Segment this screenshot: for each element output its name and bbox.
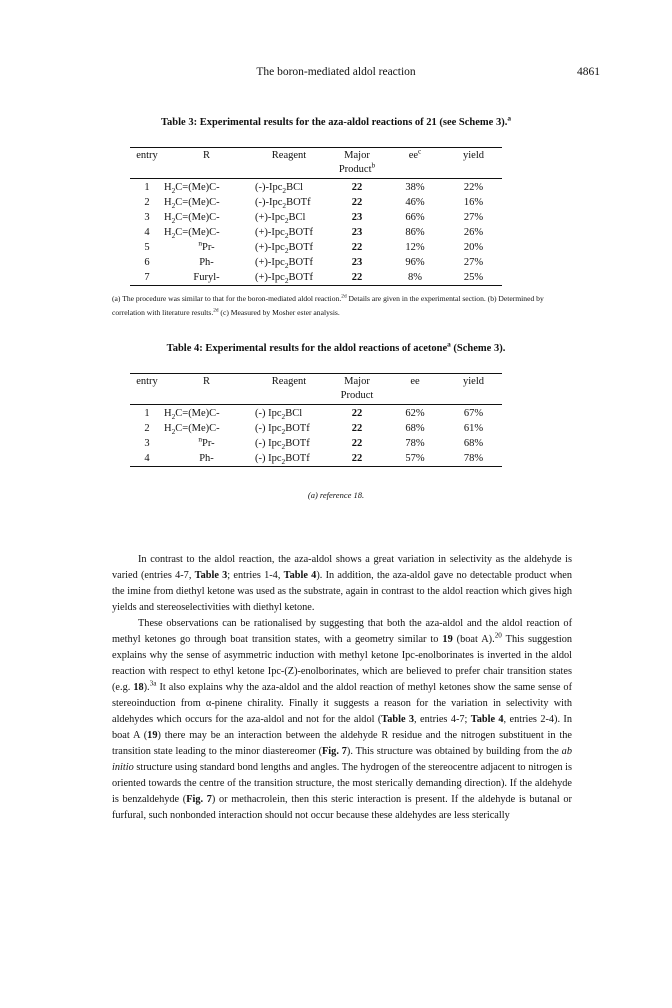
cell-reagent: (-) Ipc$_2$BOTf <box>249 451 329 467</box>
cell-r: $^n$Pr- <box>198 238 215 253</box>
col-yield: yield <box>445 148 502 164</box>
col-product: Product$^b$ <box>338 160 376 175</box>
cell-r: $H_2C=(Me)C-$ <box>164 197 220 211</box>
cell-ee: 66% <box>405 212 425 223</box>
running-title: The boron-mediated aldol reaction <box>256 66 416 78</box>
col-ee: $ee^c$ <box>385 148 445 164</box>
cell-major: 23 <box>351 212 363 223</box>
cell-entry: 4 <box>130 451 164 467</box>
cell-reagent: (-)-Ipc$_2$BOTf <box>255 197 311 211</box>
paragraph-2: These observations can be rationalised by suggesting that both the aza-aldol and the aldol reaction of methyl ketones go through boat transition states, with a geometry similar to 19 (boat A).$^{20}$ This suggestion explains why the sense of asymmetric induction with methyl ketone Ipc-enolborinates is inverted in the aldol reaction with respect to ethyl ketone Ipc-(Z)-enolborinates, which are believed to prefer chair transition states (e.g. 18).$^{3a}$ It also explains why the aza-aldol and the aldol reaction of methyl ketones show the same sense of stereoinduction from α-pinene chirality. Finally it suggests a reason for the variation in selectivity with aldehydes which occurs for the aza-aldol and not for the aldol (Table 3, entries 4-7; Table 4, entries 2-4). In boat A (19) there may be an interaction between the aldehyde R residue and the nitrogen substituent in the transition state leading to the minor diastereomer (Fig. 7). This structure was obtained by building from the ab initio structure using standard bond lengths and angles. The hydrogen of the stereocentre adjacent to nitrogen is oriented towards the centre of the transition structure, the most sterically demanding direction). If the aldehyde is benzaldehyde (Fig. 7) or methacrolein, then this steric interaction is present. If the aldehyde is butanal or furfural, such nonbonded interaction should not occur because these aldehydes are less sterically <box>112 618 573 821</box>
table3 <box>130 147 502 286</box>
table4-header-row <box>130 374 502 390</box>
cell-yield: 68% <box>463 438 484 449</box>
cell-entry: 1 <box>130 179 164 196</box>
cell-major: 23 <box>351 227 363 238</box>
cell-ee: 78% <box>405 438 425 449</box>
cell-major: 22 <box>351 438 363 449</box>
cell-entry: 2 <box>144 423 150 434</box>
cell-r: $^n$Pr- <box>198 434 215 449</box>
cell-ee: 46% <box>405 197 425 208</box>
cell-yield: 20% <box>463 242 484 253</box>
col-yield: yield <box>445 374 502 390</box>
table4-header-row2 <box>130 389 502 405</box>
table-row <box>130 451 502 467</box>
table-row <box>130 255 502 270</box>
table-row <box>130 179 502 196</box>
cell-reagent: (+)-Ipc$_2$BOTf <box>255 242 313 256</box>
cell-major: 23 <box>351 257 363 268</box>
cell-r: $H_2C=(Me)C-$ <box>164 405 249 422</box>
cell-ee: 68% <box>405 423 425 434</box>
cell-ee: 62% <box>385 405 445 422</box>
table3-notes: (a) The procedure was similar to that for the boron-mediated aldol reaction.$^{2d}$ Details are given in the experimental section. (b) Determined by correlation with literature results.$^{2d}$ (c) Measured by Mosher ester analysis. <box>112 293 544 317</box>
cell-reagent: (+)-Ipc$_2$BCl <box>255 212 306 226</box>
cell-yield: 27% <box>463 257 484 268</box>
cell-entry: 5 <box>144 242 150 253</box>
cell-major: 22 <box>351 242 363 253</box>
cell-entry: 6 <box>144 257 150 268</box>
cell-r: $H_2C=(Me)C-$ <box>164 212 220 226</box>
col-ee: ee <box>385 374 445 390</box>
table4-reference: (a) reference 18. <box>307 490 365 500</box>
cell-reagent: (-)-Ipc$_2$BCl <box>249 179 329 196</box>
table-row <box>130 210 502 225</box>
col-entry: entry <box>130 374 164 390</box>
cell-ee: 86% <box>405 227 425 238</box>
cell-major: 22 <box>329 451 385 467</box>
table4 <box>130 373 502 467</box>
col-reagent: Reagent <box>249 148 329 164</box>
cell-entry: 2 <box>144 197 150 208</box>
cell-reagent: (+)-Ipc$_2$BOTf <box>255 257 313 271</box>
cell-yield: 16% <box>463 197 484 208</box>
table3-caption: Table 3: Experimental results for the aza-aldol reactions of 21 (see Scheme 3).$^a$ <box>160 113 512 128</box>
cell-ee: 8% <box>385 270 445 286</box>
cell-r: $H_2C=(Me)C-$ <box>164 179 249 196</box>
table4-caption: Table 4: Experimental results for the aldol reactions of acetone$^a$ (Scheme 3). <box>166 339 506 354</box>
table-row <box>130 225 502 240</box>
table-row <box>130 421 502 436</box>
cell-ee: 12% <box>405 242 425 253</box>
body-text <box>112 552 572 824</box>
cell-major: 22 <box>329 405 385 422</box>
cell-reagent: (+)-Ipc$_2$BOTf <box>255 227 313 241</box>
cell-reagent: (+)-Ipc$_2$BOTf <box>249 270 329 286</box>
table-row <box>130 270 502 286</box>
cell-yield: 22% <box>445 179 502 196</box>
cell-r: Ph- <box>199 257 214 268</box>
cell-entry: 1 <box>130 405 164 422</box>
cell-r: Ph- <box>164 451 249 467</box>
cell-ee: 57% <box>385 451 445 467</box>
cell-major: 22 <box>351 423 363 434</box>
col-major: Major <box>329 148 385 164</box>
col-major: Major <box>329 374 385 390</box>
table-row <box>130 195 502 210</box>
cell-yield: 27% <box>463 212 484 223</box>
cell-ee: 38% <box>385 179 445 196</box>
cell-reagent: (-) Ipc$_2$BCl <box>249 405 329 422</box>
table3-header-row2 <box>130 163 502 179</box>
cell-major: 22 <box>351 197 363 208</box>
cell-major: 22 <box>329 179 385 196</box>
cell-entry: 4 <box>144 227 150 238</box>
table-row <box>130 405 502 422</box>
col-entry: entry <box>130 148 164 164</box>
page-number: 4861 <box>577 66 600 78</box>
cell-entry: 3 <box>144 438 150 449</box>
cell-yield: 26% <box>463 227 484 238</box>
cell-yield: 61% <box>463 423 484 434</box>
cell-yield: 67% <box>445 405 502 422</box>
cell-yield: 78% <box>445 451 502 467</box>
running-header <box>0 66 672 82</box>
cell-ee: 96% <box>405 257 425 268</box>
cell-entry: 3 <box>144 212 150 223</box>
cell-yield: 25% <box>445 270 502 286</box>
col-r: R <box>164 148 249 164</box>
col-r: R <box>164 374 249 390</box>
table3-header-row <box>130 148 502 164</box>
cell-r: $H_2C=(Me)C-$ <box>164 227 220 241</box>
cell-reagent: (-) Ipc$_2$BOTf <box>255 438 310 452</box>
cell-major: 22 <box>329 270 385 286</box>
table-row <box>130 240 502 255</box>
paragraph-1: In contrast to the aldol reaction, the aza-aldol shows a great variation in selectivity as the aldehyde is varied (entries 4-7, Table 3; entries 1-4, Table 4). In addition, the aza-aldol gave no detectable product when the imine from diethyl ketone was used as the substrate, again in contrast to the aldol reaction which gives high yields and stereoselectivities with diethyl ketone. <box>112 554 572 613</box>
table-row <box>130 436 502 451</box>
cell-reagent: (-) Ipc$_2$BOTf <box>255 423 310 437</box>
cell-r: Furyl- <box>164 270 249 286</box>
col-product: Product <box>340 390 374 401</box>
cell-r: $H_2C=(Me)C-$ <box>164 423 220 437</box>
cell-entry: 7 <box>130 270 164 286</box>
col-reagent: Reagent <box>249 374 329 390</box>
